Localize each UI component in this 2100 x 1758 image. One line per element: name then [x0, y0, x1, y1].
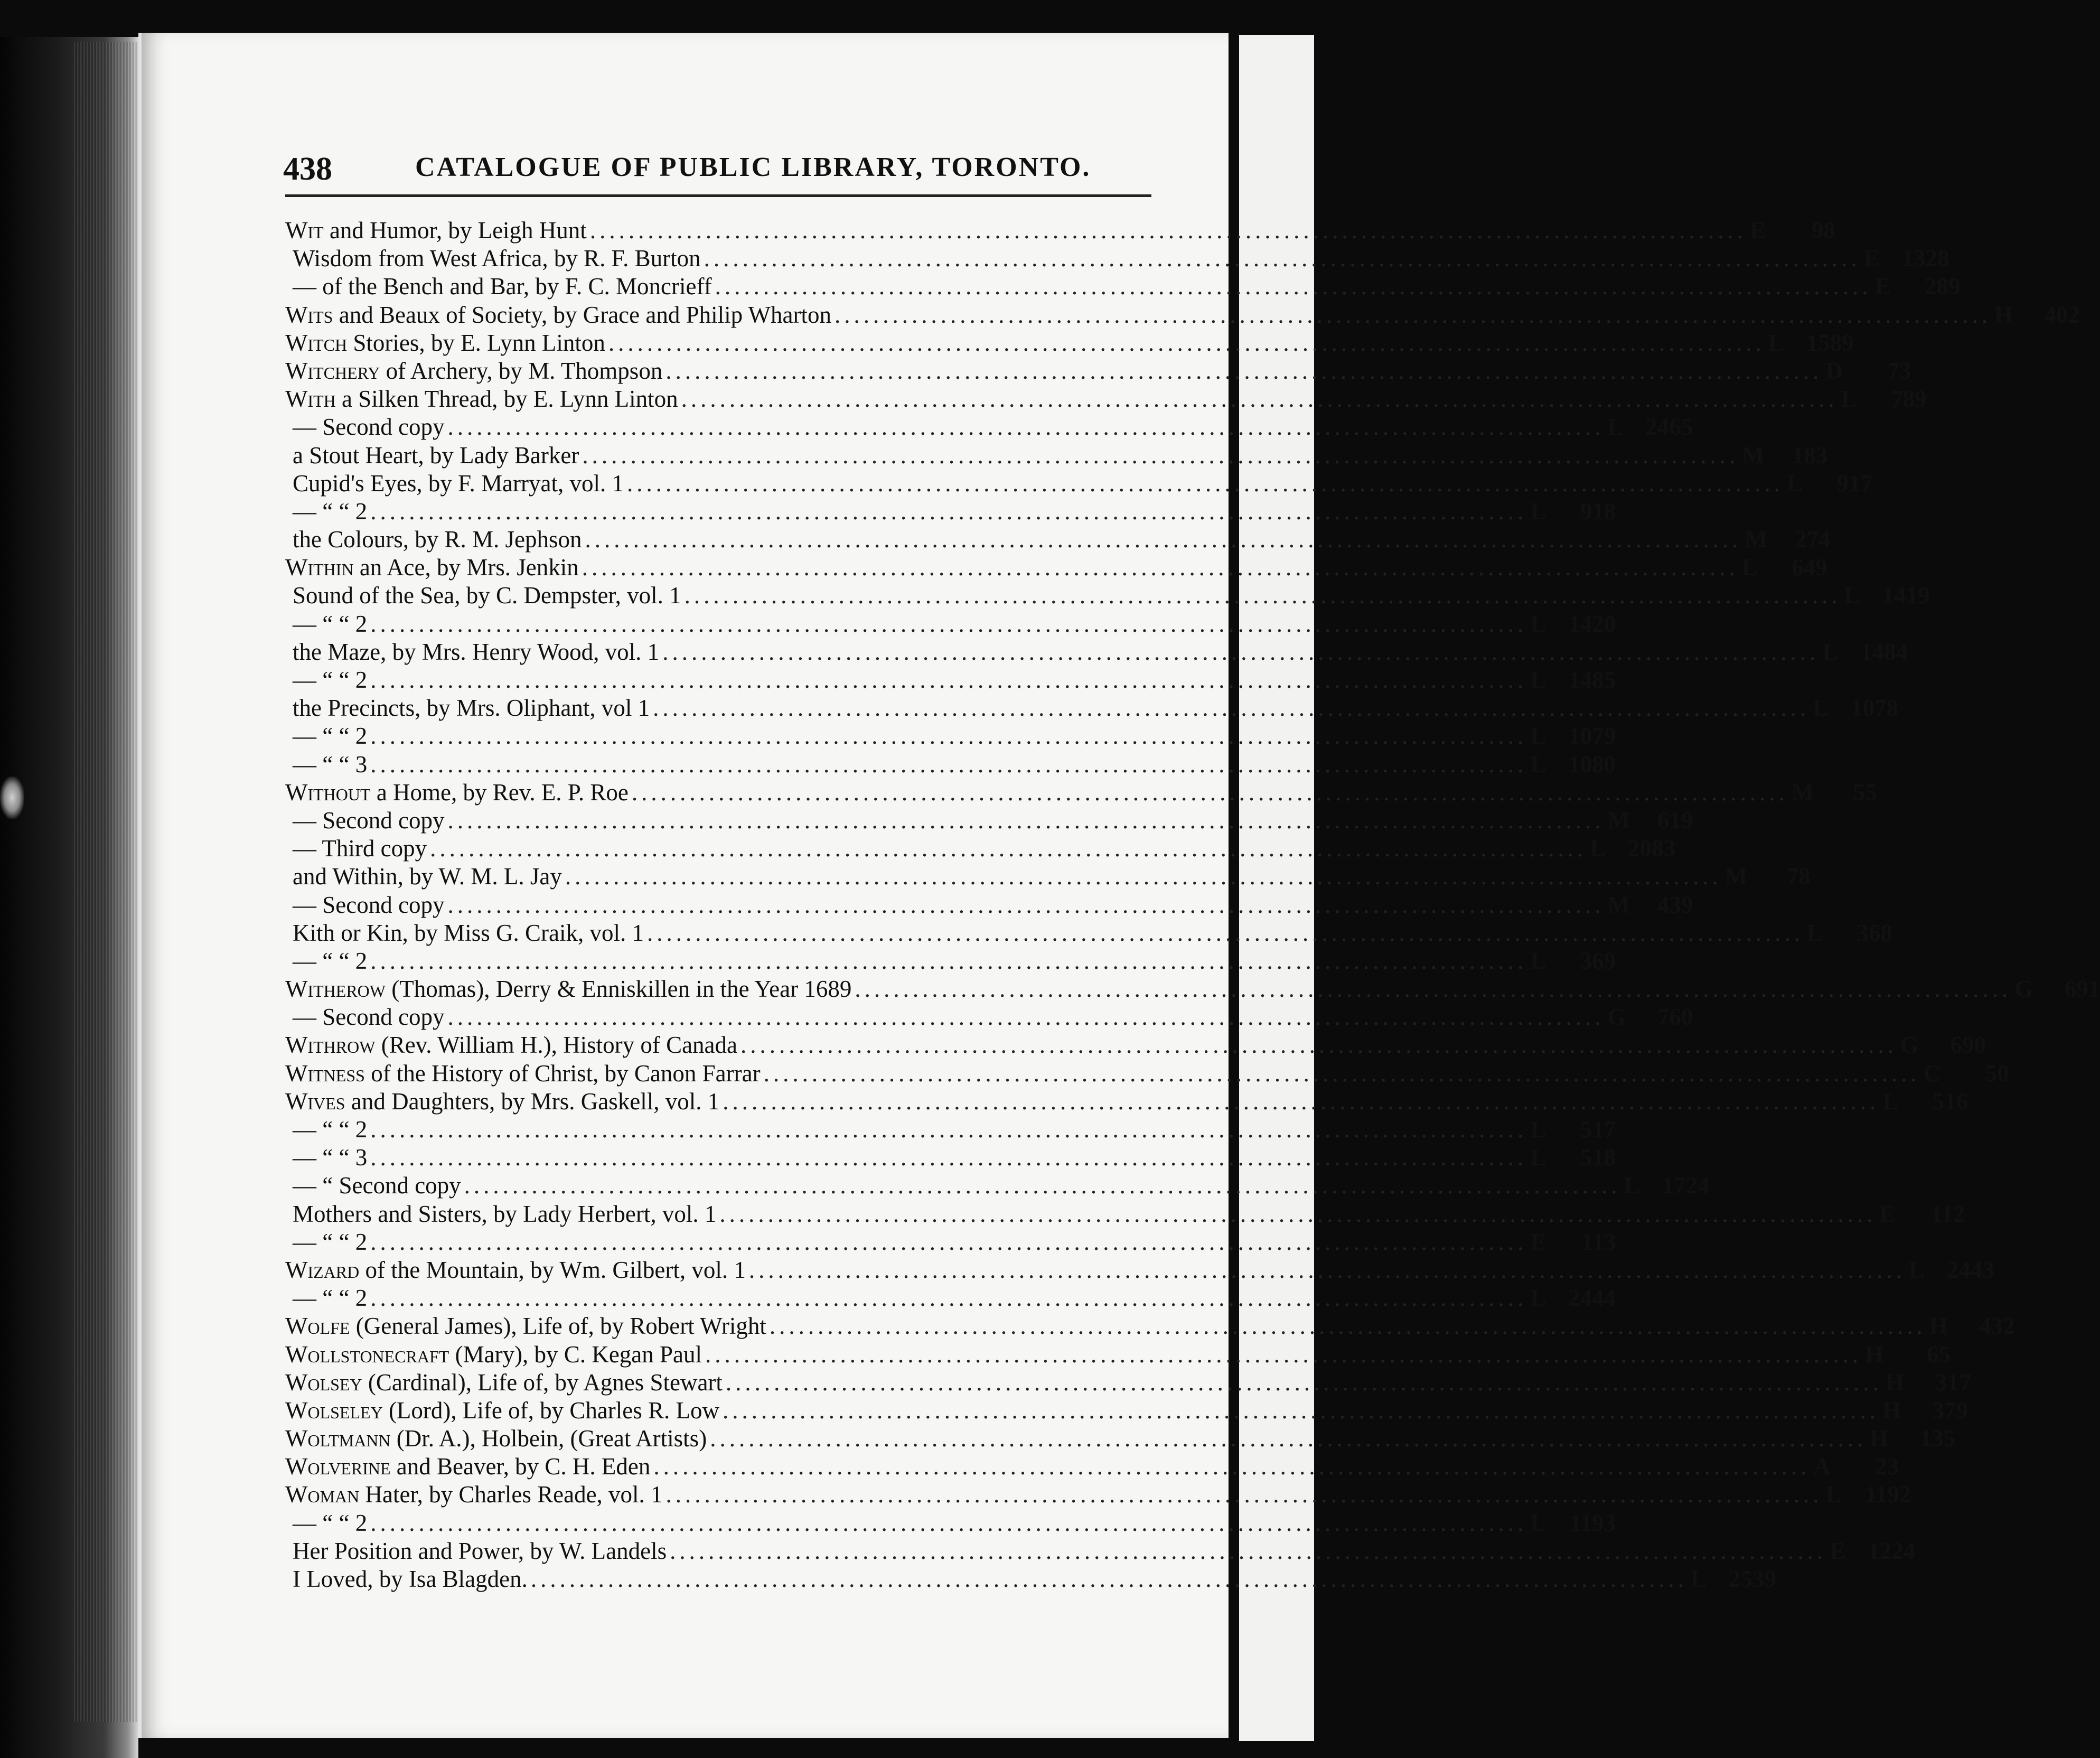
shelf-number: 1193: [1569, 1509, 1616, 1536]
header-rule: [285, 194, 1151, 197]
leader-dots: ........................................................................................................................: [769, 1313, 1926, 1340]
entry-title: — of the Bench and Bar, by F. C. Moncrieff: [293, 273, 712, 300]
shelf-number: 1224: [1868, 1537, 1916, 1564]
entry-title: (Rev. William H.), History of Canada: [375, 1032, 737, 1059]
catalogue-entry: [285, 694, 1899, 722]
catalogue-entry: [285, 807, 1693, 835]
catalogue-entry: [285, 329, 1854, 357]
leader-dots: ........................................................................................................................: [447, 414, 1605, 441]
shelf-number: 2539: [1728, 1566, 1776, 1592]
class-letter: M: [1742, 442, 1765, 469]
class-letter: L: [1807, 919, 1823, 946]
shelf-number: 135: [1919, 1425, 1956, 1452]
class-letter: M: [1791, 779, 1814, 806]
entry-title: — “ “ 2: [293, 723, 368, 750]
leader-dots: ........................................................................................................................: [725, 1369, 1882, 1396]
shelf-number: 439: [1657, 891, 1693, 918]
entry-title: Her Position and Power, by W. Landels: [293, 1537, 667, 1564]
entry-heading-word: Witness: [285, 1060, 365, 1087]
shelf-number: 1080: [1568, 751, 1616, 778]
class-letter: L: [1741, 554, 1758, 581]
shelf-number: 1420: [1568, 610, 1616, 637]
class-letter: L: [1530, 498, 1546, 525]
leader-dots: ........................................................................................................................: [370, 1228, 1527, 1255]
entry-title: Wisdom from West Africa, by R. F. Burton: [293, 245, 701, 272]
shelf-number: 379: [1932, 1397, 1968, 1424]
shelf-number: 2444: [1568, 1285, 1616, 1312]
entry-title: (Dr. A.), Holbein, (Great Artists): [390, 1425, 707, 1452]
catalogue-entry: [285, 1397, 1968, 1425]
entry-title: — Second copy: [293, 807, 445, 834]
entry-title: — “ “ 2: [293, 1116, 368, 1143]
shelf-number: 1328: [1901, 245, 1949, 272]
entry-title: — “ “ 3: [293, 751, 368, 778]
entry-title: — “ “ 2: [293, 498, 368, 525]
leader-dots: ........................................................................................................................: [582, 442, 1739, 469]
page-edges: [74, 42, 137, 1722]
shelf-number: 65: [1927, 1341, 1951, 1368]
class-letter: M: [1607, 891, 1630, 918]
entry-title: a Silken Thread, by E. Lynn Linton: [335, 386, 678, 413]
shelf-number: 2443: [1946, 1256, 1994, 1283]
leader-dots: ........................................................................................................................: [370, 723, 1527, 750]
entry-heading-word: Withrow: [285, 1032, 376, 1059]
entry-heading-word: Witherow: [285, 976, 386, 1003]
shelf-number: 760: [1657, 1004, 1693, 1031]
catalogue-entry: [285, 442, 1828, 470]
catalogue-entry: [285, 385, 1927, 413]
catalogue-entry: [285, 1116, 1616, 1144]
class-letter: M: [1745, 526, 1767, 553]
entry-title: I Loved, by Isa Blagden.: [293, 1566, 528, 1592]
paper-tear: [0, 777, 24, 819]
page-header: [146, 114, 1091, 188]
shelf-number: 1079: [1568, 723, 1616, 750]
shelf-number: 368: [1857, 919, 1893, 946]
leader-dots: ........................................................................................................................: [370, 1285, 1527, 1312]
catalogue-entry: [285, 1369, 1971, 1397]
entry-title: a Home, by Rev. E. P. Roe: [370, 779, 629, 806]
entry-heading-word: Wolseley: [285, 1397, 383, 1424]
leader-dots: ........................................................................................................................: [582, 554, 1739, 581]
entry-title: — “ “ 2: [293, 667, 368, 693]
catalogue-entry: [285, 554, 1827, 582]
leader-dots: ........................................................................................................................: [565, 863, 1722, 890]
shelf-number: 73: [1887, 357, 1911, 384]
class-letter: L: [1882, 1088, 1899, 1115]
entry-title: (Mary), by C. Kegan Paul: [449, 1341, 702, 1368]
leader-dots: ........................................................................................................................: [447, 891, 1605, 918]
shelf-number: 369: [1580, 947, 1616, 974]
shelf-number: 2465: [1645, 414, 1693, 441]
leader-dots: ........................................................................................................................: [662, 638, 1820, 665]
leader-dots: ........................................................................................................................: [530, 1566, 1687, 1592]
catalogue-entry: [285, 1537, 1916, 1565]
class-letter: H: [1929, 1313, 1948, 1340]
shelf-number: 1078: [1851, 695, 1899, 722]
entry-title: — “ “ 2: [293, 1228, 368, 1255]
catalogue-entry: [285, 1509, 1616, 1537]
catalogue-entry: [285, 1228, 1616, 1256]
leader-dots: ........................................................................................................................: [370, 1509, 1527, 1536]
catalogue-entry: [285, 413, 1693, 441]
leader-dots: ........................................................................................................................: [719, 1200, 1877, 1227]
entry-title: and Within, by W. M. L. Jay: [293, 863, 562, 890]
leader-dots: ........................................................................................................................: [715, 273, 1872, 300]
entry-heading-word: Wollstonecraft: [285, 1341, 449, 1368]
entry-title: the Precincts, by Mrs. Oliphant, vol 1: [293, 695, 650, 722]
shelf-number: 289: [1925, 273, 1961, 300]
entry-title: the Colours, by R. M. Jephson: [293, 526, 582, 553]
catalogue-entry: [285, 722, 1616, 750]
leader-dots: ........................................................................................................................: [608, 329, 1765, 356]
class-letter: E: [1830, 1537, 1846, 1564]
entry-title: Kith or Kin, by Miss G. Craik, vol. 1: [293, 919, 644, 946]
leader-dots: ........................................................................................................................: [370, 498, 1527, 525]
entry-title: — “ Second copy: [293, 1172, 461, 1199]
class-letter: L: [1841, 386, 1857, 413]
page-number: 438: [283, 151, 332, 187]
entry-title: and Daughters, by Mrs. Gaskell, vol. 1: [345, 1088, 720, 1115]
class-letter: H: [1885, 1369, 1904, 1396]
class-letter: L: [1690, 1566, 1707, 1592]
catalogue-entry: [285, 498, 1616, 526]
class-letter: L: [1530, 610, 1546, 637]
leader-dots: ........................................................................................................................: [370, 1116, 1527, 1143]
catalogue-entry: [285, 1172, 1710, 1200]
leader-dots: ........................................................................................................................: [723, 1397, 1880, 1424]
shelf-number: 50: [1985, 1060, 2009, 1087]
leader-dots: ........................................................................................................................: [464, 1172, 1621, 1199]
entry-title: Sound of the Sea, by C. Dempster, vol. 1: [293, 582, 681, 609]
leader-dots: ........................................................................................................................: [370, 751, 1527, 778]
class-letter: L: [1530, 1285, 1546, 1312]
shelf-number: 691: [2064, 976, 2100, 1003]
catalogue-entry: [285, 1088, 1968, 1116]
entry-heading-word: Wolverine: [285, 1453, 391, 1480]
class-letter: L: [1908, 1256, 1925, 1283]
shelf-number: 274: [1795, 526, 1831, 553]
entry-heading-word: Woltmann: [285, 1425, 391, 1452]
class-letter: L: [1607, 414, 1624, 441]
shelf-number: 1485: [1568, 667, 1616, 693]
entry-heading-word: With: [285, 386, 336, 413]
leader-dots: ........................................................................................................................: [370, 610, 1527, 637]
catalogue-entry: [285, 751, 1616, 779]
class-letter: L: [1530, 751, 1546, 778]
catalogue-entry: [285, 1031, 1986, 1059]
catalogue-entry: [285, 526, 1831, 554]
shelf-number: 183: [1792, 442, 1828, 469]
running-title: CATALOGUE OF PUBLIC LIBRARY, TORONTO.: [415, 152, 1091, 182]
class-letter: E: [1530, 1228, 1546, 1255]
catalogue-entry: [285, 273, 1961, 301]
shelf-number: 1724: [1662, 1172, 1710, 1199]
catalogue-entry: [285, 245, 1949, 273]
leader-dots: ........................................................................................................................: [684, 582, 1841, 609]
entry-heading-word: Wolfe: [285, 1313, 350, 1340]
entry-title: — “ “ 3: [293, 1144, 368, 1171]
shelf-number: 789: [1891, 386, 1927, 413]
class-letter: G: [1607, 1004, 1626, 1031]
class-letter: G: [1900, 1032, 1919, 1059]
shelf-number: 517: [1580, 1116, 1616, 1143]
leader-dots: ........................................................................................................................: [447, 1004, 1605, 1031]
shelf-number: 402: [2044, 301, 2080, 328]
catalogue-entry: [285, 1200, 1965, 1228]
entry-title: — “ “ 2: [293, 1509, 368, 1536]
entry-heading-word: Woman: [285, 1481, 360, 1508]
class-letter: M: [1607, 807, 1630, 834]
catalogue-entry: [285, 610, 1616, 638]
leader-dots: ........................................................................................................................: [748, 1256, 1906, 1283]
entry-heading-word: Without: [285, 779, 371, 806]
entry-title: the Maze, by Mrs. Henry Wood, vol. 1: [293, 638, 660, 665]
shelf-number: 516: [1932, 1088, 1968, 1115]
catalogue-entry: [285, 301, 2080, 329]
catalogue-entry: [285, 891, 1693, 919]
leader-dots: ........................................................................................................................: [626, 470, 1784, 497]
shelf-number: 619: [1657, 807, 1693, 834]
class-letter: L: [1813, 695, 1829, 722]
shelf-number: 317: [1935, 1369, 1971, 1396]
entry-title: Hater, by Charles Reade, vol. 1: [359, 1481, 663, 1508]
entry-title: of Archery, by M. Thompson: [380, 357, 663, 384]
leader-dots: ........................................................................................................................: [370, 667, 1527, 693]
leader-dots: ........................................................................................................................: [740, 1032, 1897, 1059]
catalogue-entry: [285, 1453, 1899, 1481]
leader-dots: ........................................................................................................................: [855, 976, 2012, 1003]
leader-dots: ........................................................................................................................: [681, 386, 1838, 413]
catalogue-entry: [285, 1565, 1776, 1593]
shelf-number: 1419: [1882, 582, 1930, 609]
catalogue-entry: [285, 1481, 1911, 1509]
class-letter: L: [1825, 1481, 1842, 1508]
shelf-number: 55: [1853, 779, 1877, 806]
class-letter: H: [1870, 1425, 1889, 1452]
leader-dots: ........................................................................................................................: [647, 919, 1804, 946]
shelf-number: 917: [1836, 470, 1872, 497]
leader-dots: ........................................................................................................................: [653, 695, 1810, 722]
shelf-number: 1484: [1860, 638, 1908, 665]
class-letter: A: [1813, 1453, 1831, 1480]
catalogue-entries: [285, 217, 2100, 1593]
entry-title: a Stout Heart, by Lady Barker: [293, 442, 579, 469]
catalogue-entry: [285, 779, 1877, 807]
class-letter: C: [1923, 1060, 1941, 1087]
entry-heading-word: Witch: [285, 329, 348, 356]
leader-dots: ........................................................................................................................: [447, 807, 1605, 834]
catalogue-entry: [285, 947, 1616, 975]
catalogue-entry: [285, 1003, 1693, 1031]
class-letter: L: [1530, 1144, 1546, 1171]
class-letter: H: [1865, 1341, 1884, 1368]
entry-title: an Ace, by Mrs. Jenkin: [353, 554, 579, 581]
entry-title: — Second copy: [293, 414, 445, 441]
class-letter: L: [1786, 470, 1803, 497]
shelf-number: 2083: [1628, 835, 1676, 862]
shelf-number: 432: [1979, 1313, 2015, 1340]
leader-dots: ........................................................................................................................: [665, 357, 1823, 384]
catalogue-entry: [285, 217, 1835, 245]
entry-title: Mothers and Sisters, by Lady Herbert, vol. 1: [293, 1200, 717, 1227]
class-letter: L: [1530, 1509, 1546, 1536]
catalogue-entry: [285, 470, 1872, 498]
shelf-number: 112: [1930, 1200, 1965, 1227]
leader-dots: ........................................................................................................................: [665, 1481, 1823, 1508]
entry-title: — Second copy: [293, 891, 445, 918]
leader-dots: ........................................................................................................................: [653, 1453, 1811, 1480]
class-letter: L: [1768, 329, 1784, 356]
class-letter: E: [1879, 1200, 1896, 1227]
entry-title: — “ “ 2: [293, 947, 368, 974]
leader-dots: ........................................................................................................................: [835, 301, 1991, 328]
entry-heading-word: Wolsey: [285, 1369, 362, 1396]
shelf-number: 78: [1786, 863, 1811, 890]
entry-title: — Third copy: [293, 835, 427, 862]
class-letter: E: [1874, 273, 1891, 300]
entry-title: (Lord), Life of, by Charles R. Low: [382, 1397, 720, 1424]
catalogue-entry: [285, 1144, 1616, 1172]
class-letter: L: [1844, 582, 1860, 609]
entry-title: — “ “ 2: [293, 1285, 368, 1312]
entry-heading-word: Within: [285, 554, 354, 581]
class-letter: L: [1590, 835, 1606, 862]
leader-dots: ........................................................................................................................: [705, 1341, 1862, 1368]
class-letter: H: [1882, 1397, 1901, 1424]
entry-title: Stories, by E. Lynn Linton: [347, 329, 605, 356]
entry-title: of the Mountain, by Wm. Gilbert, vol. 1: [359, 1256, 746, 1283]
entry-heading-word: Wizard: [285, 1256, 360, 1283]
class-letter: L: [1624, 1172, 1640, 1199]
entry-title: — “ “ 2: [293, 610, 368, 637]
catalogue-entry: [285, 1425, 1956, 1453]
class-letter: L: [1530, 1116, 1546, 1143]
catalogue-entry: [285, 975, 2100, 1003]
leader-dots: ........................................................................................................................: [585, 526, 1742, 553]
class-letter: E: [1749, 217, 1766, 244]
catalogue-entry: [285, 1060, 2009, 1088]
shelf-number: 518: [1580, 1144, 1616, 1171]
class-letter: E: [1863, 245, 1880, 272]
class-letter: L: [1530, 723, 1546, 750]
entry-title: and Beaver, by C. H. Eden: [390, 1453, 651, 1480]
shelf-number: 98: [1811, 217, 1835, 244]
shelf-number: 918: [1580, 498, 1616, 525]
entry-title: (Cardinal), Life of, by Agnes Stewart: [362, 1369, 723, 1396]
shelf-number: 1192: [1865, 1481, 1911, 1508]
catalogue-entry: [285, 919, 1893, 947]
catalogue-entry: [285, 638, 1908, 666]
leader-dots: ........................................................................................................................: [723, 1088, 1880, 1115]
entry-title: of the History of Christ, by Canon Farrar: [364, 1060, 761, 1087]
shelf-number: 1589: [1806, 329, 1854, 356]
catalogue-entry: [285, 1256, 1994, 1284]
entry-title: and Humor, by Leigh Hunt: [323, 217, 587, 244]
leader-dots: ........................................................................................................................: [763, 1060, 1920, 1087]
entry-title: — Second copy: [293, 1004, 445, 1031]
leader-dots: ........................................................................................................................: [704, 245, 1861, 272]
leader-dots: ........................................................................................................................: [430, 835, 1587, 862]
entry-heading-word: Wives: [285, 1088, 345, 1115]
catalogue-entry: [285, 582, 1930, 610]
entry-title: (General James), Life of, by Robert Wright: [350, 1313, 766, 1340]
class-letter: D: [1825, 357, 1843, 384]
shelf-number: 649: [1792, 554, 1827, 581]
leader-dots: ........................................................................................................................: [370, 1144, 1527, 1171]
catalogue-entry: [285, 835, 1676, 863]
catalogue-entry: [285, 1312, 2015, 1340]
class-letter: L: [1530, 667, 1546, 693]
catalogue-entry: [285, 1284, 1616, 1312]
class-letter: L: [1530, 947, 1546, 974]
entry-title: (Thomas), Derry & Enniskillen in the Year 1689: [386, 976, 852, 1003]
class-letter: H: [1994, 301, 2013, 328]
catalogue-entry: [285, 863, 1811, 891]
shelf-number: 113: [1581, 1228, 1616, 1255]
entry-heading-word: Wits: [285, 301, 333, 328]
entry-title: and Beaux of Society, by Grace and Philip Wharton: [333, 301, 831, 328]
leader-dots: ........................................................................................................................: [370, 947, 1527, 974]
leader-dots: ........................................................................................................................: [710, 1425, 1867, 1452]
class-letter: M: [1724, 863, 1748, 890]
catalogue-entry: [285, 357, 1911, 385]
class-letter: G: [2014, 976, 2033, 1003]
class-letter: L: [1822, 638, 1839, 665]
entry-heading-word: Witchery: [285, 357, 380, 384]
leader-dots: ........................................................................................................................: [589, 217, 1747, 244]
shelf-number: 23: [1875, 1453, 1899, 1480]
entry-title: Cupid's Eyes, by F. Marryat, vol. 1: [293, 470, 624, 497]
shelf-number: 690: [1950, 1032, 1986, 1059]
entry-heading-word: Wit: [285, 217, 324, 244]
leader-dots: ........................................................................................................................: [631, 779, 1788, 806]
catalogue-entry: [285, 1341, 1951, 1369]
catalogue-entry: [285, 666, 1616, 694]
leader-dots: ........................................................................................................................: [670, 1537, 1827, 1564]
